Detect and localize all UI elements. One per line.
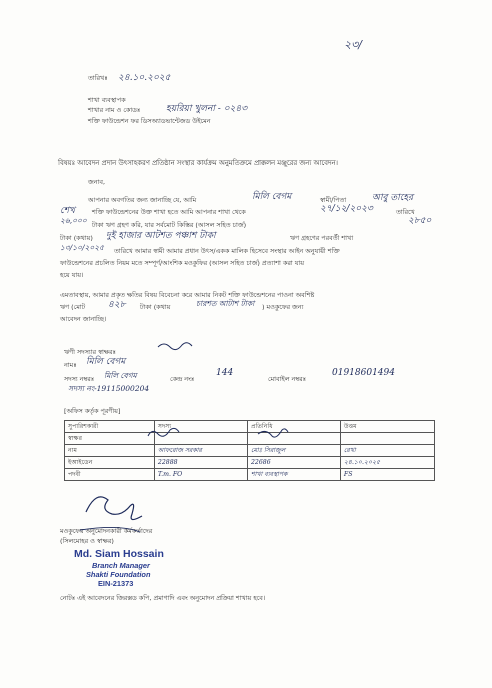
table-header-cell: সুপারিশকারী bbox=[65, 421, 155, 433]
total-amount: ২৮৫০ bbox=[408, 216, 432, 226]
table-header-cell: প্রতিনিধি bbox=[247, 421, 340, 433]
member-name: মিলি বেগম bbox=[252, 192, 292, 202]
approver-signature-tail bbox=[80, 527, 140, 532]
outstanding-amount: ৪২৮ bbox=[108, 300, 126, 310]
husband-name: আবু তাহের bbox=[372, 193, 414, 203]
table-cell: আফরোজ সরকার bbox=[154, 445, 247, 457]
applicant-sign-label: ঋণী সদস্যার স্বাক্ষরঃ bbox=[64, 348, 116, 356]
approver-signature bbox=[86, 497, 142, 520]
group-label: কেন্দ্র নংঃ bbox=[170, 375, 195, 383]
row-label: পদবী bbox=[65, 469, 155, 481]
member-no-value: মিলি বেগম bbox=[104, 371, 137, 380]
member-no-label: সদস্য নম্বরঃ bbox=[64, 375, 95, 383]
table-cell: রেখা bbox=[340, 445, 434, 457]
table-header-cell: সদস্য bbox=[154, 421, 247, 433]
body-line5: তারিখে আমার স্বামী আমার প্রধান উৎস/একক মালিক হিসেবে সংস্থার আইন অনুযায়ী শক্তি bbox=[114, 247, 340, 255]
mobile-value: 01918601494 bbox=[332, 368, 395, 378]
footer-note: নোটঃ এই আবেদনের জিরক্সড কপি, প্রমাণাদি এবং অনুমোদন প্রক্রিয়া শাখায় হবে। bbox=[60, 594, 266, 602]
table-cell: 22888 bbox=[154, 457, 247, 469]
table-cell: মোঃ সিরাজুল bbox=[247, 445, 340, 457]
stamp-title: Branch Manager bbox=[92, 561, 150, 570]
representative-signature bbox=[258, 429, 288, 437]
approval-line1: মওকুফের অনুমোদনকারী কর্মকর্তাদের bbox=[60, 527, 153, 535]
member-id: সদস্য নং-19115000204 bbox=[68, 384, 150, 393]
row-label: নাম bbox=[65, 445, 155, 457]
to-line2-label: শাখার নাম ও কোডঃ bbox=[88, 106, 141, 114]
body-line9c: ) মওকুফের জন্য bbox=[262, 303, 304, 311]
applicant-name-label: নামঃ bbox=[64, 361, 77, 369]
body-line6: ফাউন্ডেশনের প্রচলিত নিয়ম মতে সম্পূর্ণ/আংশিক মওকুফির (আসল সহিত চার্জ) প্রত্যাশা করা যায় bbox=[60, 259, 305, 267]
subject: বিষয়ঃ আবেদন প্রদান উৎসাহকরণ প্রতিষ্ঠান সংস্থার কার্যক্রম অনুমতিক্রমে প্রাক্কলন মঞ্জুরের জন্য আবেদন। bbox=[58, 159, 338, 167]
stamp-org: Shakti Foundation bbox=[86, 570, 151, 579]
body-line3: টাকা ঋণ গ্রহণ করি, যার সর্বমোট কিস্তির (আসল সহিত চার্জ) bbox=[92, 221, 247, 229]
body-line4b: ঋণ গ্রহণের পরবর্তী শাখা bbox=[290, 234, 354, 242]
stamp-name: Md. Siam Hossain bbox=[74, 548, 164, 560]
to-line3: শক্তি ফাউন্ডেশন ফর ডিসঅ্যাডভান্টেজড উইমেন bbox=[88, 117, 211, 125]
table-cell: ২৪.১০.২০২৫ bbox=[340, 457, 434, 469]
body-line1b: স্বামী/পিতা bbox=[320, 196, 347, 204]
mobile-label: মোবাইল নম্বরঃ bbox=[268, 375, 307, 383]
death-date: ১৩/১০/২০২৫ bbox=[60, 243, 105, 252]
table-cell: FS bbox=[340, 469, 434, 481]
stamp-ein: EIN-21373 bbox=[98, 579, 134, 588]
date-label: তারিখঃ bbox=[88, 74, 108, 82]
table-cell: T.m. FO bbox=[154, 469, 247, 481]
member-signature bbox=[148, 428, 179, 436]
table-cell: শাখা ব্যবস্থাপক bbox=[247, 469, 340, 481]
date-value: ২৪.১০.২০২৫ bbox=[118, 73, 171, 83]
body-line8: এমতাবস্থায়, আমার প্রকৃত ক্ষতির বিষয় বিবেচনা করে আমার নিকট শক্তি ফাউন্ডেশনের পাওনা অবশিষ্ট bbox=[60, 291, 315, 299]
body-line9a: ঋণ (মোট bbox=[60, 303, 86, 311]
table-cell: 22686 bbox=[247, 457, 340, 469]
salutation: জনাব, bbox=[88, 178, 105, 186]
applicant-name: মিলি বেগম bbox=[86, 357, 126, 367]
husband-name-2: শেখ bbox=[60, 206, 75, 216]
body-line2b: তারিখে bbox=[396, 208, 415, 216]
body-line10: আবেদন জানাচ্ছি। bbox=[60, 315, 107, 323]
loan-amount: ২৬,০০০ bbox=[60, 216, 87, 225]
body-line1: আপনার অবগতির জন্য জানাচ্ছি যে, আমি bbox=[88, 196, 197, 204]
to-line1: শাখা ব্যবস্থাপক bbox=[88, 96, 126, 104]
outstanding-words: চারশত আটাশ টাকা bbox=[196, 299, 255, 308]
branch-name: হয়রিয়া খুলনা - ০২৪৩ bbox=[166, 104, 248, 114]
amount-words: দুই হাজার আটশত পঞ্চাশ টাকা bbox=[106, 231, 216, 241]
loan-date: ২৭/১২/২০২৩ bbox=[320, 204, 373, 214]
applicant-signature bbox=[158, 343, 192, 350]
corner-mark: ২৩/ bbox=[344, 38, 363, 51]
row-label: স্বাক্ষর bbox=[65, 433, 155, 445]
body-line2: শক্তি ফাউন্ডেশনের উক্ত শাখা হতে আমি আপনার শাখা থেকে bbox=[92, 208, 246, 216]
body-line7: হয়ে যায়। bbox=[60, 271, 84, 279]
body-line4: টাকা (কথায়) bbox=[60, 234, 93, 242]
group-value: 144 bbox=[216, 368, 234, 378]
office-use-note: [অফিস কর্তৃক পূরণীয়] bbox=[64, 407, 121, 415]
table-header-cell: উত্তম bbox=[340, 421, 434, 433]
row-label: ইআইডেন bbox=[65, 457, 155, 469]
approval-line2: (সিলমোহর ও স্বাক্ষর) bbox=[60, 537, 114, 545]
body-line9b: টাকা (কথায় bbox=[140, 303, 171, 311]
